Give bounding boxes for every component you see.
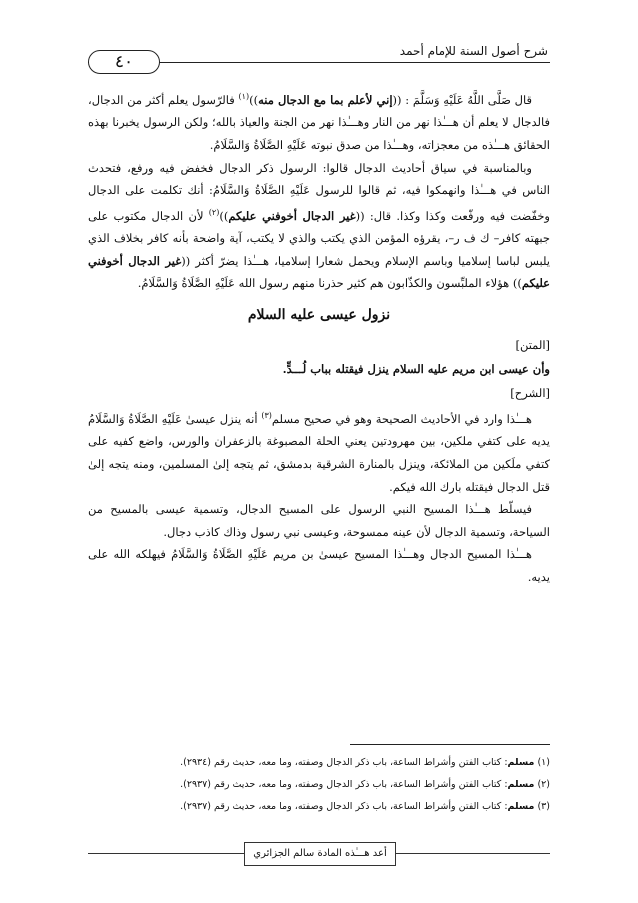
text-run: وبالمناسبة في سياق أحاديث الدجال قالوا: الرسول ذكر الدجال فخفض فيه ورفع، فتحدث الناس في هـــٰذا وانهمكوا فيه، ثم قالوا للرسول عَلَيْهِ الصَّلَاةُ وَالسَّلَامُ: أنك تكلمت على الدجال وخفّضت فيه ورفّعت وكذا وكذا. قال: (( (88, 160, 550, 223)
footnote-number: (٣) (537, 801, 550, 812)
footer-rule-right (394, 853, 550, 854)
footnote-text: : كتاب الفتن وأشراط الساعة، باب ذكر الدجال وصفته، وما معه، حديث رقم (٢٩٣٧). (180, 801, 508, 812)
text-run: فالرّسول يعلم أكثر من الدجال، فالدجال لا يعلم أن هـــٰذا نهر من النار وهـــٰذا نهر من الجنة والعياذ بالله؛ ولكن الرسول يخبرنا بهذه الحقائق هـــٰذه من معجزاته، وهـــٰذا من صدق نبوته عَلَيْهِ الصَّلَاةُ وَالسَّلَامُ. (88, 92, 550, 153)
footnotes (88, 752, 550, 818)
footnote-number: (٢) (537, 779, 550, 790)
matn-text: وأن عيسى ابن مريم عليه السلام ينزل فيقتله بباب لُـــدٍّ. (282, 362, 550, 376)
footer-rule-left (88, 853, 244, 854)
footnote-text: : كتاب الفتن وأشراط الساعة، باب ذكر الدجال وصفته، وما معه، حديث رقم (٢٩٣٧). (180, 779, 508, 790)
hadith-quote: إني لأعلم بما مع الدجال منه (258, 92, 393, 107)
page-number: ٤٠ (88, 50, 160, 74)
page-body (88, 86, 550, 589)
footnote-ref-2: (٢) (208, 207, 220, 217)
footnote-number: (١) (537, 757, 550, 768)
paragraph-5: هـــٰذا المسيح الدجال وهـــٰذا المسيح عيسىٰ بن مريم عَلَيْهِ الصَّلَاةُ وَالسَّلَامُ فيهلكه الله على يديه. (88, 547, 550, 584)
text-run: هـــٰذا وارد في الأحاديث الصحيحة وهو في صحيح مسلم (271, 411, 532, 426)
running-title: شرح أصول السنة للإمام أحمد (399, 44, 548, 58)
hadith-quote: غير الدجال أخوفني عليكم (88, 253, 550, 291)
matn-label: [المتن] (515, 338, 550, 352)
footnote-source: مسلم (507, 779, 535, 790)
text-run: قال صَلَّى اللَّهُ عَلَيْهِ وَسَلَّمَ : (( (392, 92, 533, 107)
text-run: أنه ينزل عيسىٰ عَلَيْهِ الصَّلَاةُ وَالسَّلَامُ يديه على كتفي ملكين، بين مهرودتين يعني الحلة المصبوغة بالزعفران والورس، واضع كفيه على كتفي ملَكين من الملائكة، وينزل بالمنارة الشرقية بدمشق، ثم يتجه إلىٰ المسلمين، ومنه يتجه إلىٰ قتل الدجال فيقتله بارك الله فيكم. (88, 411, 550, 494)
hadith-quote: غير الدجال أخوفني عليكم (228, 208, 356, 223)
footnote-2 (88, 774, 550, 796)
footnote-rule (350, 744, 550, 745)
section-title: نزول عيسى عليه السلام (247, 307, 391, 323)
paragraph-3 (88, 405, 550, 498)
footer-credit: أعد هـــٰذه المادة سالم الجزائري (244, 842, 396, 866)
footnote-ref-3: (٣) (261, 411, 272, 420)
footnote-source: مسلم (507, 757, 535, 768)
paragraph-1 (88, 86, 550, 157)
footnote-3 (88, 796, 550, 818)
footnote-text: : كتاب الفتن وأشراط الساعة، باب ذكر الدجال وصفته، وما معه، حديث رقم (٢٩٣٤). (180, 757, 508, 768)
text-run: )) (219, 208, 229, 223)
paragraph-2 (88, 157, 550, 295)
footnote-source: مسلم (507, 801, 535, 812)
footnote-1 (88, 752, 550, 774)
sharh-label: [الشرح] (510, 386, 550, 400)
text-run: )) (249, 92, 259, 107)
text-run: لأن الدجال مكتوب على جبهته كافر– ك ف ر–، يقرؤه المؤمن الذي يكتب والذي لا يكتب، آية واضحة بأنه كافر بخلاف الذي يلبس لباسا إسلاميا وباسم الإسلام ويحمل شعارا إسلاميا، هـــٰذا يضرّ أكثر (( (88, 208, 551, 268)
paragraph-4: فيسلّط هـــٰذا المسيح النبي الرسول على المسيح الدجال، وتسمية عيسى بالمسيح من السياحة، وتسمية الدجال لأن عينه ممسوحة، وعيسى نبي رسول وذاك كاذب دجال. (88, 502, 550, 539)
text-run: )) هؤلاء الملبِّسون والكذّابون هم كثير حذرنا منهم رسول الله عَلَيْهِ الصَّلَاةُ وَالسَّلَامُ. (137, 276, 522, 291)
footnote-ref-1: (١) (238, 92, 250, 101)
